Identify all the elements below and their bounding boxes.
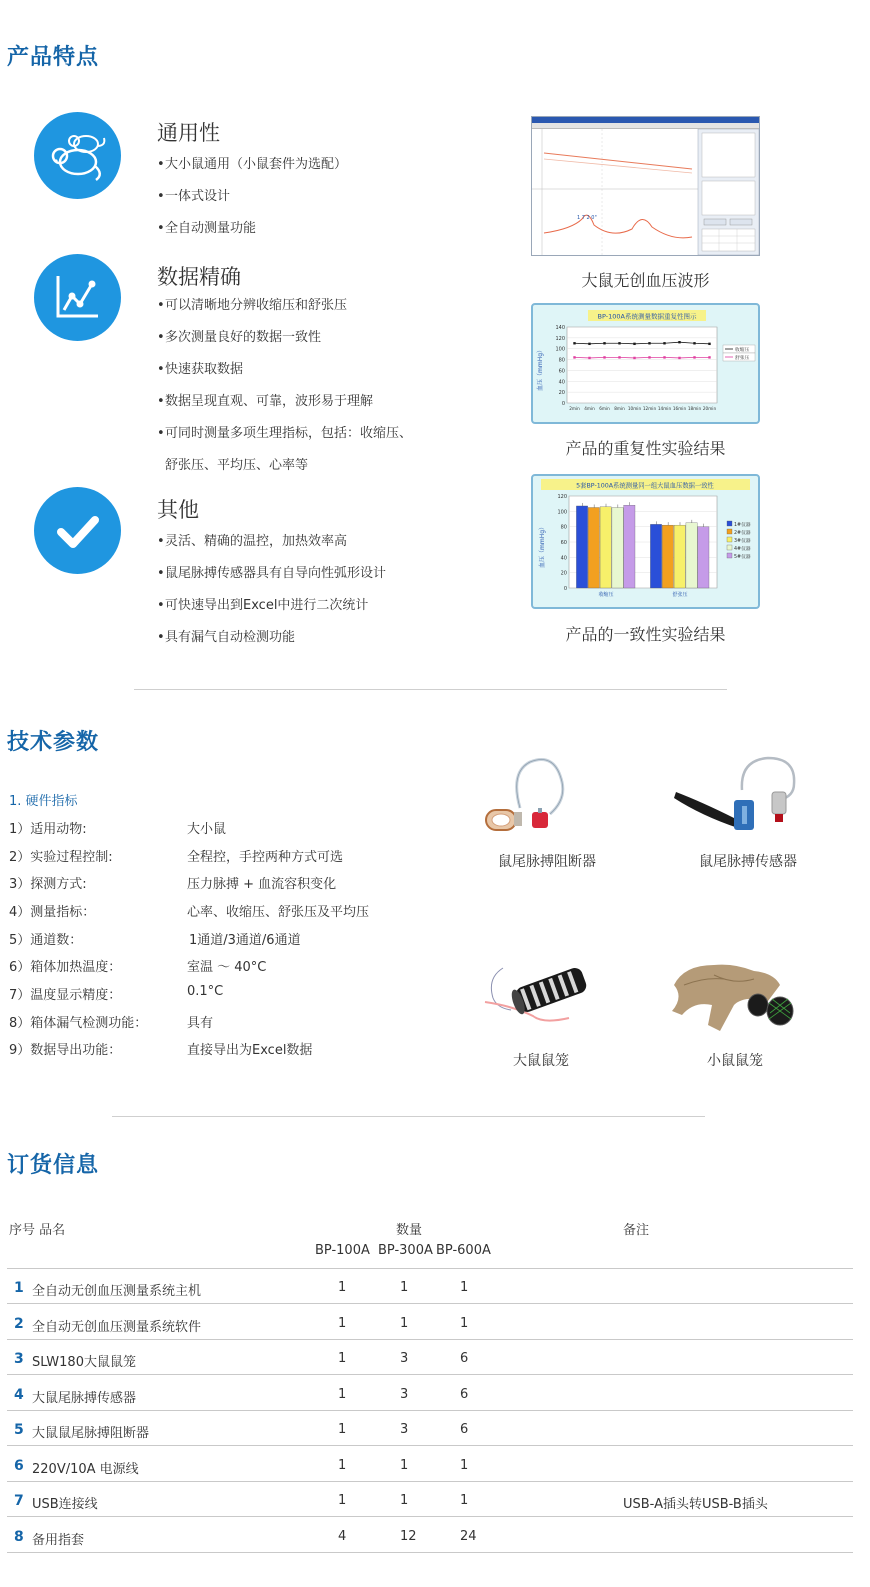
row-number: 4 bbox=[14, 1387, 24, 1403]
row-qty: 1 bbox=[460, 1316, 469, 1331]
row-qty: 6 bbox=[460, 1422, 469, 1437]
row-number: 2 bbox=[14, 1316, 24, 1332]
data-point bbox=[708, 356, 710, 358]
x-tick-label: 舒张压 bbox=[672, 592, 688, 598]
spec-label: 6）箱体加热温度： bbox=[9, 960, 122, 975]
row-number: 5 bbox=[14, 1422, 24, 1438]
waveform-screenshot bbox=[531, 116, 760, 256]
data-point bbox=[678, 357, 680, 359]
row-name: USB连接线 bbox=[32, 1497, 98, 1512]
row-name: 220V/10A 电源线 bbox=[32, 1462, 139, 1477]
row-qty: 1 bbox=[338, 1351, 347, 1366]
table-row bbox=[7, 1411, 853, 1446]
bar bbox=[686, 523, 697, 588]
x-tick-label: 14min bbox=[657, 406, 672, 411]
bar bbox=[600, 507, 611, 588]
series-line-1 bbox=[575, 357, 710, 358]
spec-label: 5）通道数： bbox=[9, 933, 83, 948]
accessory-caption: 鼠尾脉搏传感器 bbox=[699, 854, 797, 870]
chart-title: 5套BP-100A系统测量同一组大鼠血压数据一致性 bbox=[576, 482, 714, 490]
data-point bbox=[648, 342, 650, 344]
spec-label: 7）温度显示精度： bbox=[9, 988, 122, 1003]
feature-bullet: •多次测量良好的数据一致性 bbox=[157, 330, 322, 345]
table-row bbox=[7, 1447, 853, 1482]
legend-swatch bbox=[727, 537, 732, 542]
bar bbox=[650, 524, 661, 588]
feature-heading-universal: 通用性 bbox=[157, 121, 220, 145]
spec-label: 8）箱体漏气检测功能： bbox=[9, 1016, 148, 1031]
y-tick-label: 40 bbox=[560, 555, 567, 562]
y-tick-label: 140 bbox=[555, 325, 565, 331]
specs-subtitle: 1. 硬件指标 bbox=[9, 794, 78, 809]
model-header: BP-600A bbox=[436, 1243, 491, 1258]
spec-label: 2）实验过程控制: bbox=[9, 850, 113, 865]
accessory-caption: 小鼠鼠笼 bbox=[707, 1053, 763, 1069]
data-point bbox=[663, 342, 665, 344]
chart-ylabel: 血压（mmHg） bbox=[539, 523, 546, 569]
spec-value: 全程控，手控两种方式可选 bbox=[187, 850, 344, 865]
data-point bbox=[678, 341, 680, 343]
feature-bullet: •大小鼠通用（小鼠套件为选配） bbox=[157, 157, 348, 172]
legend-label: 1#仪器 bbox=[734, 523, 751, 528]
bar bbox=[576, 506, 587, 588]
data-point bbox=[603, 342, 605, 344]
bar bbox=[698, 527, 709, 588]
legend-label: 舒张压 bbox=[735, 356, 750, 361]
x-tick-label: 8min bbox=[614, 406, 625, 411]
data-point bbox=[573, 356, 575, 358]
y-tick-label: 40 bbox=[558, 379, 565, 386]
data-point bbox=[693, 356, 695, 358]
row-number: 7 bbox=[14, 1493, 24, 1509]
bar bbox=[662, 525, 673, 588]
row-name: 大鼠尾脉搏传感器 bbox=[32, 1391, 137, 1406]
feature-bullet: •快速获取数据 bbox=[157, 362, 244, 377]
tail-occluder-image bbox=[480, 752, 590, 842]
model-header: BP-100A bbox=[315, 1243, 370, 1258]
checkmark-icon bbox=[34, 487, 121, 574]
y-tick-label: 60 bbox=[560, 540, 567, 546]
table-row bbox=[7, 1518, 853, 1553]
row-number: 3 bbox=[14, 1351, 24, 1367]
row-number: 6 bbox=[14, 1458, 24, 1474]
x-tick-label: 12min bbox=[642, 406, 657, 411]
x-tick-label: 10min bbox=[627, 406, 642, 411]
y-tick-label: 60 bbox=[558, 368, 565, 375]
data-point bbox=[633, 357, 635, 359]
feature-heading-other: 其他 bbox=[157, 498, 199, 522]
tail-sensor-image bbox=[672, 752, 802, 842]
chart-ylabel: 血压（mmHg） bbox=[537, 346, 544, 392]
legend-swatch bbox=[727, 529, 732, 534]
feature-bullet-continued: 舒张压、平均压、心率等 bbox=[165, 458, 309, 473]
row-qty: 1 bbox=[460, 1493, 469, 1508]
data-point bbox=[618, 342, 620, 344]
feature-bullet: •一体式设计 bbox=[157, 189, 231, 204]
x-tick-label: 18min bbox=[687, 406, 702, 411]
row-name: 备用指套 bbox=[32, 1533, 85, 1548]
bar bbox=[612, 508, 623, 589]
row-name: 全自动无创血压测量系统主机 bbox=[32, 1284, 202, 1299]
feature-bullet: •鼠尾脉搏传感器具有自导向性弧形设计 bbox=[157, 566, 387, 581]
feature-bullet: •可以清晰地分辨收缩压和舒张压 bbox=[157, 298, 348, 313]
data-point bbox=[663, 356, 665, 358]
model-header: BP-300A bbox=[378, 1243, 433, 1258]
x-tick-label: 6min bbox=[599, 406, 610, 411]
table-row bbox=[7, 1305, 853, 1340]
data-point bbox=[603, 356, 605, 358]
data-point bbox=[618, 356, 620, 358]
y-tick-label: 120 bbox=[557, 494, 567, 500]
legend-label: 4#仪器 bbox=[734, 547, 751, 552]
order-col-qty: 数量 bbox=[396, 1223, 423, 1238]
consistency-chart bbox=[531, 474, 760, 609]
spec-value: 心率、收缩压、舒张压及平均压 bbox=[187, 905, 370, 920]
line-chart-icon bbox=[34, 254, 121, 341]
row-qty: 1 bbox=[460, 1458, 469, 1473]
order-col-note: 备注 bbox=[623, 1223, 650, 1238]
table-row bbox=[7, 1376, 853, 1411]
x-tick-label: 20min bbox=[702, 406, 717, 411]
row-number: 1 bbox=[14, 1280, 24, 1296]
spec-value: 0.1°C bbox=[187, 984, 224, 999]
feature-bullet: •数据呈现直观、可靠，波形易于理解 bbox=[157, 394, 374, 409]
row-qty: 1 bbox=[338, 1422, 347, 1437]
feature-heading-accurate: 数据精确 bbox=[157, 265, 241, 289]
data-point bbox=[573, 342, 575, 344]
y-tick-label: 100 bbox=[555, 346, 565, 353]
row-name: SLW180大鼠鼠笼 bbox=[32, 1355, 136, 1370]
accessory-caption: 大鼠鼠笼 bbox=[513, 1053, 569, 1069]
y-tick-label: 80 bbox=[558, 357, 565, 364]
spec-value: 直接导出为Excel数据 bbox=[187, 1043, 313, 1058]
feature-bullet: •可快速导出到Excel中进行二次统计 bbox=[157, 598, 369, 613]
legend-swatch bbox=[727, 545, 732, 550]
order-col-seq-name: 序号 品名 bbox=[9, 1223, 66, 1238]
legend-swatch bbox=[727, 553, 732, 558]
row-qty: 1 bbox=[400, 1316, 409, 1331]
data-point bbox=[693, 342, 695, 344]
data-point bbox=[633, 343, 635, 345]
row-qty: 3 bbox=[400, 1422, 409, 1437]
table-row bbox=[7, 1340, 853, 1375]
row-qty: 1 bbox=[338, 1387, 347, 1402]
table-row bbox=[7, 1482, 853, 1517]
bar bbox=[624, 505, 635, 588]
row-qty: 12 bbox=[400, 1529, 417, 1544]
data-point bbox=[648, 356, 650, 358]
chart-title: BP-100A系统测量数据重复性图示 bbox=[597, 312, 697, 321]
y-tick-label: 0 bbox=[561, 401, 565, 407]
spec-label: 3）探测方式: bbox=[9, 877, 87, 892]
legend-label: 2#仪器 bbox=[734, 531, 751, 536]
specs-section-title: 技术参数 bbox=[7, 730, 100, 755]
accessory-caption: 鼠尾脉搏阻断器 bbox=[498, 854, 596, 870]
y-tick-label: 20 bbox=[558, 390, 565, 397]
x-tick-label: 16min bbox=[672, 406, 687, 411]
row-qty: 1 bbox=[338, 1280, 347, 1295]
repeatability-caption: 产品的重复性实验结果 bbox=[565, 439, 726, 458]
order-section-title: 订货信息 bbox=[7, 1153, 100, 1178]
repeatability-chart bbox=[531, 303, 760, 424]
spec-label: 1）适用动物: bbox=[9, 822, 87, 837]
legend-label: 5#仪器 bbox=[734, 555, 751, 560]
row-number: 8 bbox=[14, 1529, 24, 1545]
legend-swatch bbox=[727, 521, 732, 526]
y-tick-label: 80 bbox=[560, 524, 567, 531]
y-tick-label: 120 bbox=[555, 335, 565, 342]
feature-bullet: •全自动测量功能 bbox=[157, 221, 257, 236]
data-point bbox=[708, 343, 710, 345]
row-qty: 1 bbox=[338, 1458, 347, 1473]
rat-cage-image bbox=[483, 958, 598, 1038]
x-tick-label: 4min bbox=[584, 406, 595, 411]
row-qty: 1 bbox=[400, 1280, 409, 1295]
spec-value: 具有 bbox=[187, 1016, 214, 1031]
features-section-title: 产品特点 bbox=[7, 45, 100, 70]
row-qty: 4 bbox=[338, 1529, 347, 1544]
row-qty: 6 bbox=[460, 1351, 469, 1366]
mouse-icon bbox=[34, 112, 121, 199]
row-qty: 1 bbox=[338, 1493, 347, 1508]
y-tick-label: 100 bbox=[557, 509, 567, 516]
section-divider bbox=[134, 689, 727, 690]
data-point bbox=[588, 357, 590, 359]
row-name: 大鼠鼠尾脉搏阻断器 bbox=[32, 1426, 150, 1441]
x-tick-label: 2min bbox=[569, 406, 580, 411]
table-row bbox=[7, 1269, 853, 1304]
feature-bullet: •可同时测量多项生理指标，包括：收缩压、 bbox=[157, 426, 413, 441]
spec-value: 压力脉搏 + 血流容积变化 bbox=[187, 877, 337, 892]
spec-label: 9）数据导出功能： bbox=[9, 1043, 122, 1058]
consistency-caption: 产品的一致性实验结果 bbox=[565, 625, 726, 644]
bar bbox=[588, 508, 599, 589]
row-qty: 24 bbox=[460, 1529, 477, 1544]
row-qty: 6 bbox=[460, 1387, 469, 1402]
waveform-caption: 大鼠无创血压波形 bbox=[581, 271, 710, 290]
x-tick-label: 收缩压 bbox=[598, 592, 614, 598]
spec-value: 大小鼠 bbox=[187, 822, 227, 837]
row-qty: 3 bbox=[400, 1387, 409, 1402]
plot-area bbox=[567, 327, 717, 403]
row-qty: 3 bbox=[400, 1351, 409, 1366]
row-note: USB-A插头转USB-B插头 bbox=[623, 1497, 768, 1512]
data-point bbox=[588, 343, 590, 345]
row-qty: 1 bbox=[460, 1280, 469, 1295]
feature-bullet: •具有漏气自动检测功能 bbox=[157, 630, 296, 645]
legend-label: 收缩压 bbox=[735, 348, 750, 353]
waveform-marker: 1 7 2 0" bbox=[577, 215, 597, 221]
row-qty: 1 bbox=[400, 1458, 409, 1473]
legend-label: 3#仪器 bbox=[734, 539, 751, 544]
row-name: 全自动无创血压测量系统软件 bbox=[32, 1320, 202, 1335]
spec-value: 室温 ～ 40°C bbox=[187, 960, 267, 975]
section-divider bbox=[112, 1116, 705, 1117]
y-tick-label: 0 bbox=[563, 586, 567, 592]
row-qty: 1 bbox=[400, 1493, 409, 1508]
mouse-cage-image bbox=[664, 955, 804, 1040]
spec-value: 1通道/3通道/6通道 bbox=[189, 933, 301, 948]
spec-label: 4）测量指标： bbox=[9, 905, 96, 920]
y-tick-label: 20 bbox=[560, 570, 567, 577]
feature-bullet: •灵活、精确的温控，加热效率高 bbox=[157, 534, 348, 549]
bar bbox=[674, 525, 685, 588]
row-qty: 1 bbox=[338, 1316, 347, 1331]
